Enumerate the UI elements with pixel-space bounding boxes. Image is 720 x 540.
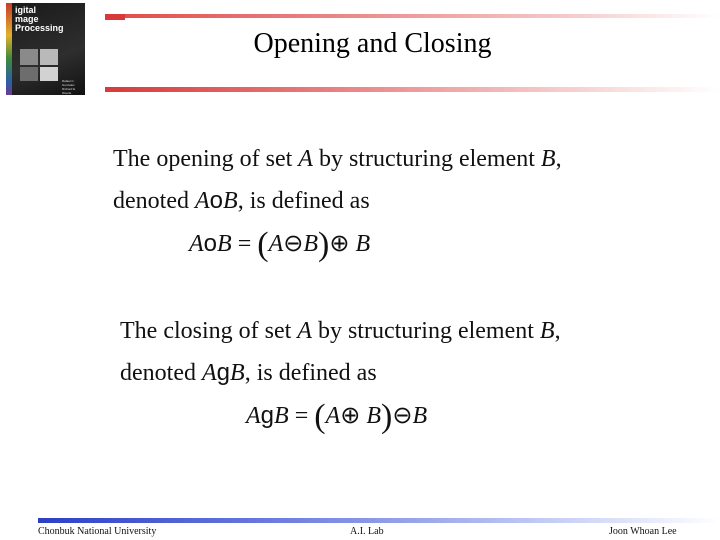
closing-operator: g	[216, 359, 231, 386]
text-run: , is defined as	[244, 360, 377, 386]
cover-color-stripe	[6, 3, 12, 95]
text-run: The opening of set	[113, 146, 299, 172]
text-run: denoted	[113, 188, 195, 214]
text-run: , is defined as	[237, 188, 370, 214]
set-a: A	[268, 231, 284, 257]
opening-operator: o	[203, 230, 218, 257]
title-top-rule	[105, 14, 720, 18]
text-run: The closing of set	[120, 318, 298, 344]
set-a: A	[201, 360, 217, 386]
set-b: B	[539, 318, 555, 344]
text-run: ,	[555, 146, 562, 172]
dilation-operator: ⊕	[340, 403, 361, 429]
erosion-operator: ⊖	[392, 403, 413, 429]
set-b: B	[412, 403, 428, 429]
dilation-operator: ⊕	[329, 231, 350, 257]
set-b: B	[230, 360, 245, 386]
text-run: ,	[554, 318, 561, 344]
set-b: B	[540, 146, 556, 172]
set-b: B	[223, 188, 238, 214]
closing-definition-text	[120, 310, 561, 394]
equals-sign: =	[288, 403, 315, 429]
title-bottom-rule	[105, 87, 720, 92]
cover-thumbnail	[40, 67, 58, 81]
set-b: B	[366, 403, 382, 429]
footer-university: Chonbuk National University	[38, 526, 157, 537]
left-paren: (	[314, 398, 326, 435]
footer-rule	[38, 518, 720, 523]
set-a: A	[297, 318, 312, 344]
set-a: A	[325, 403, 341, 429]
opening-definition-text	[113, 138, 562, 222]
left-paren: (	[257, 226, 269, 263]
right-paren: )	[381, 398, 393, 435]
set-a: A	[246, 403, 261, 429]
cover-thumbnail	[20, 67, 38, 81]
text-run: denoted	[120, 360, 202, 386]
cover-thumbnail	[20, 49, 38, 65]
set-b: B	[274, 403, 289, 429]
footer-author: Joon Whoan Lee	[609, 526, 677, 537]
closing-equation	[246, 398, 427, 436]
closing-operator: g	[260, 402, 275, 429]
set-b: B	[217, 231, 232, 257]
cover-thumbnail	[40, 49, 58, 65]
set-a: A	[189, 231, 204, 257]
cover-authors: Rafael C. Gonzalez Richard E. Woods	[62, 79, 77, 95]
text-run: by structuring element	[312, 146, 541, 172]
right-paren: )	[318, 226, 330, 263]
title-top-rule-accent	[105, 14, 125, 20]
footer-lab: A.I. Lab	[350, 526, 384, 537]
text-run: by structuring element	[311, 318, 540, 344]
cover-title: igital mage Processing	[15, 5, 64, 33]
opening-operator: o	[209, 187, 224, 214]
set-a: A	[298, 146, 313, 172]
erosion-operator: ⊖	[283, 231, 304, 257]
equals-sign: =	[231, 231, 258, 257]
book-cover-logo	[6, 3, 85, 95]
set-b: B	[355, 231, 371, 257]
slide-title: Opening and Closing	[253, 28, 492, 59]
set-a: A	[194, 188, 210, 214]
set-b: B	[303, 231, 319, 257]
opening-equation	[189, 226, 370, 264]
